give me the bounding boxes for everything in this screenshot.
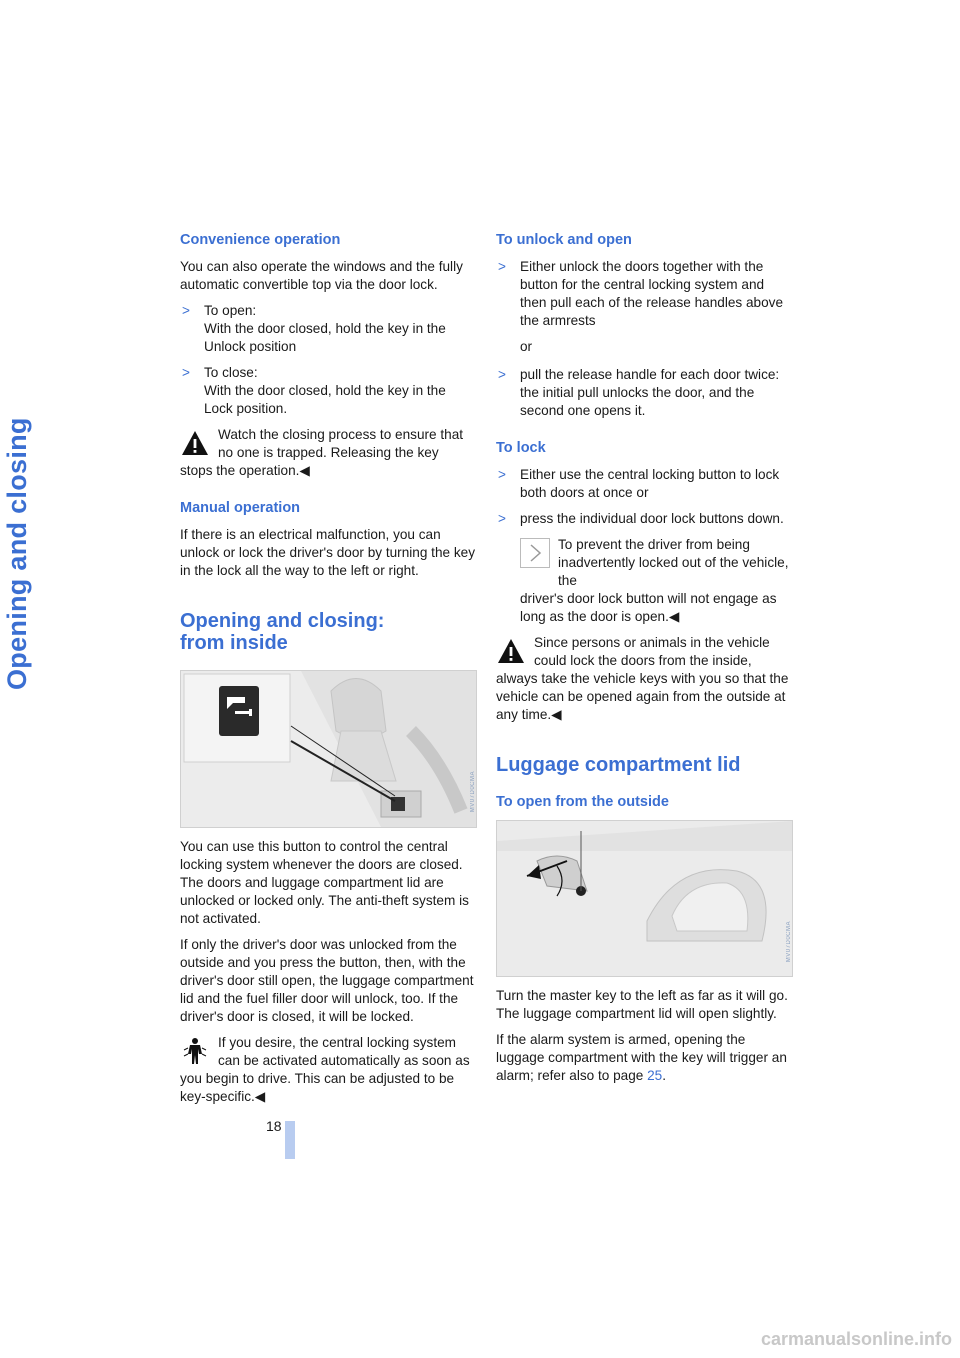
bullet-close-text: With the door closed, hold the key in the Lock position. (204, 383, 446, 416)
bullet-close-label: To close: (204, 365, 258, 380)
heading-luggage: Luggage compartment lid (496, 754, 741, 776)
bullet-marker: > (182, 365, 190, 380)
luggage-paragraph-2-text: If the alarm system is armed, opening the luggage compartment with the key will trigger an alarm; refer also to page (496, 1032, 787, 1083)
bullet-open-text: With the door closed, hold the key in the Unlock position (204, 321, 446, 354)
luggage-paragraph-2 (496, 1031, 791, 1085)
heading-from-inside-l2: from inside (180, 632, 288, 654)
heading-open-outside: To open from the outside (496, 794, 669, 810)
warning-triangle-icon (496, 636, 526, 666)
bullet-lock-1 (496, 466, 791, 502)
page-number: 18 (266, 1118, 282, 1134)
bullet-marker: > (498, 511, 506, 526)
person-note-text-2: you begin to drive. This can be adjusted to be key-specific.◀ (180, 1071, 455, 1104)
page-marker-bar (285, 1121, 295, 1159)
convenience-intro: You can also operate the windows and the fully automatic convertible top via the door lock. (180, 259, 463, 292)
bullet-unlock-2-text: pull the release handle for each door twice: the initial pull unlocks the door, and the second one opens it. (520, 367, 780, 418)
central-locking-button-figure (180, 670, 477, 828)
bullet-open-label: To open: (204, 303, 257, 318)
console-illustration (181, 671, 476, 827)
heading-lock: To lock (496, 440, 546, 456)
footer-watermark: carmanualsonline.info (760, 1329, 952, 1349)
bullet-lock-1-text: Either use the central locking button to lock both doors at once or (520, 467, 780, 500)
warning-lock-text-2: always take the vehicle keys with you so that the vehicle can be opened again from the outside at any time.◀ (496, 671, 789, 722)
figure-code: MV07D0CMA (470, 771, 476, 813)
bullet-close (180, 364, 475, 418)
warning-note-lock (496, 634, 791, 724)
inside-paragraph-2: If only the driver's door was unlocked from the outside and you press the button, then, with the driver's door still open, the luggage compartment lid and the fuel filler door will unlock, too. If the driver's door is closed, it will be locked. (180, 937, 474, 1024)
bullet-marker: > (498, 367, 506, 382)
figure-code: MV07D0CMA (786, 921, 792, 963)
luggage-paragraph-2-end: . (662, 1068, 667, 1083)
heading-from-inside-l1: Opening and closing: (180, 610, 385, 632)
manual-text: If there is an electrical malfunction, you can unlock or lock the driver's door by turning the key in the lock all the way to the left or right. (180, 527, 476, 578)
warning-note (180, 426, 475, 480)
bullet-unlock-1 (496, 258, 791, 330)
luggage-paragraph-1: Turn the master key to the left as far as it will go. The luggage compartment lid will open slightly. (496, 988, 788, 1021)
warning-lock-text-1: Since persons or animals in the vehicle could lock the doors from the inside, (534, 635, 770, 668)
heading-from-inside (180, 610, 475, 654)
bullet-marker: > (498, 259, 506, 274)
heading-manual: Manual operation (180, 500, 301, 516)
page-link-25[interactable]: 25 (647, 1068, 663, 1083)
trunk-lock-figure (496, 820, 793, 977)
inside-paragraph-1: You can use this button to control the central locking system whenever the doors are closed. The doors and luggage compartment lid are unlocked or locked only. The anti-theft system is not activated. (180, 839, 469, 926)
trunk-illustration (497, 821, 792, 976)
bullet-marker: > (182, 303, 190, 318)
info-note-text-1: To prevent the driver from being inadvertently locked out of the vehicle, the (558, 537, 789, 588)
heading-convenience: Convenience operation (180, 232, 341, 248)
bullet-unlock-1-text: Either unlock the doors together with the button for the central locking system and then pull each of the release handles above the armrests (520, 259, 784, 328)
info-arrow-icon (520, 538, 550, 568)
bullet-marker: > (498, 467, 506, 482)
chapter-title-text: Opening and closing (2, 417, 32, 690)
right-column (496, 230, 791, 1093)
chapter-side-title (0, 230, 60, 690)
bullet-lock-2-text: press the individual door lock buttons down. (520, 511, 784, 526)
or-text: or (520, 339, 533, 354)
person-note (180, 1034, 475, 1106)
heading-unlock-open: To unlock and open (496, 232, 632, 248)
info-note-text-2: driver's door lock button will not engage as long as the door is open.◀ (520, 591, 777, 624)
warning-triangle-icon (180, 428, 210, 458)
warning-text-2: stops the operation.◀ (180, 463, 310, 478)
person-icon (180, 1036, 210, 1066)
bullet-lock-2 (496, 510, 791, 528)
warning-text-1: Watch the closing process to ensure that no one is trapped. Releasing the key (218, 427, 464, 460)
bullet-open (180, 302, 475, 356)
info-note (520, 536, 791, 626)
left-column (180, 230, 475, 1114)
bullet-unlock-2 (496, 366, 791, 420)
person-note-text-1: If you desire, the central locking system can be activated automatically as soon as (218, 1035, 470, 1068)
